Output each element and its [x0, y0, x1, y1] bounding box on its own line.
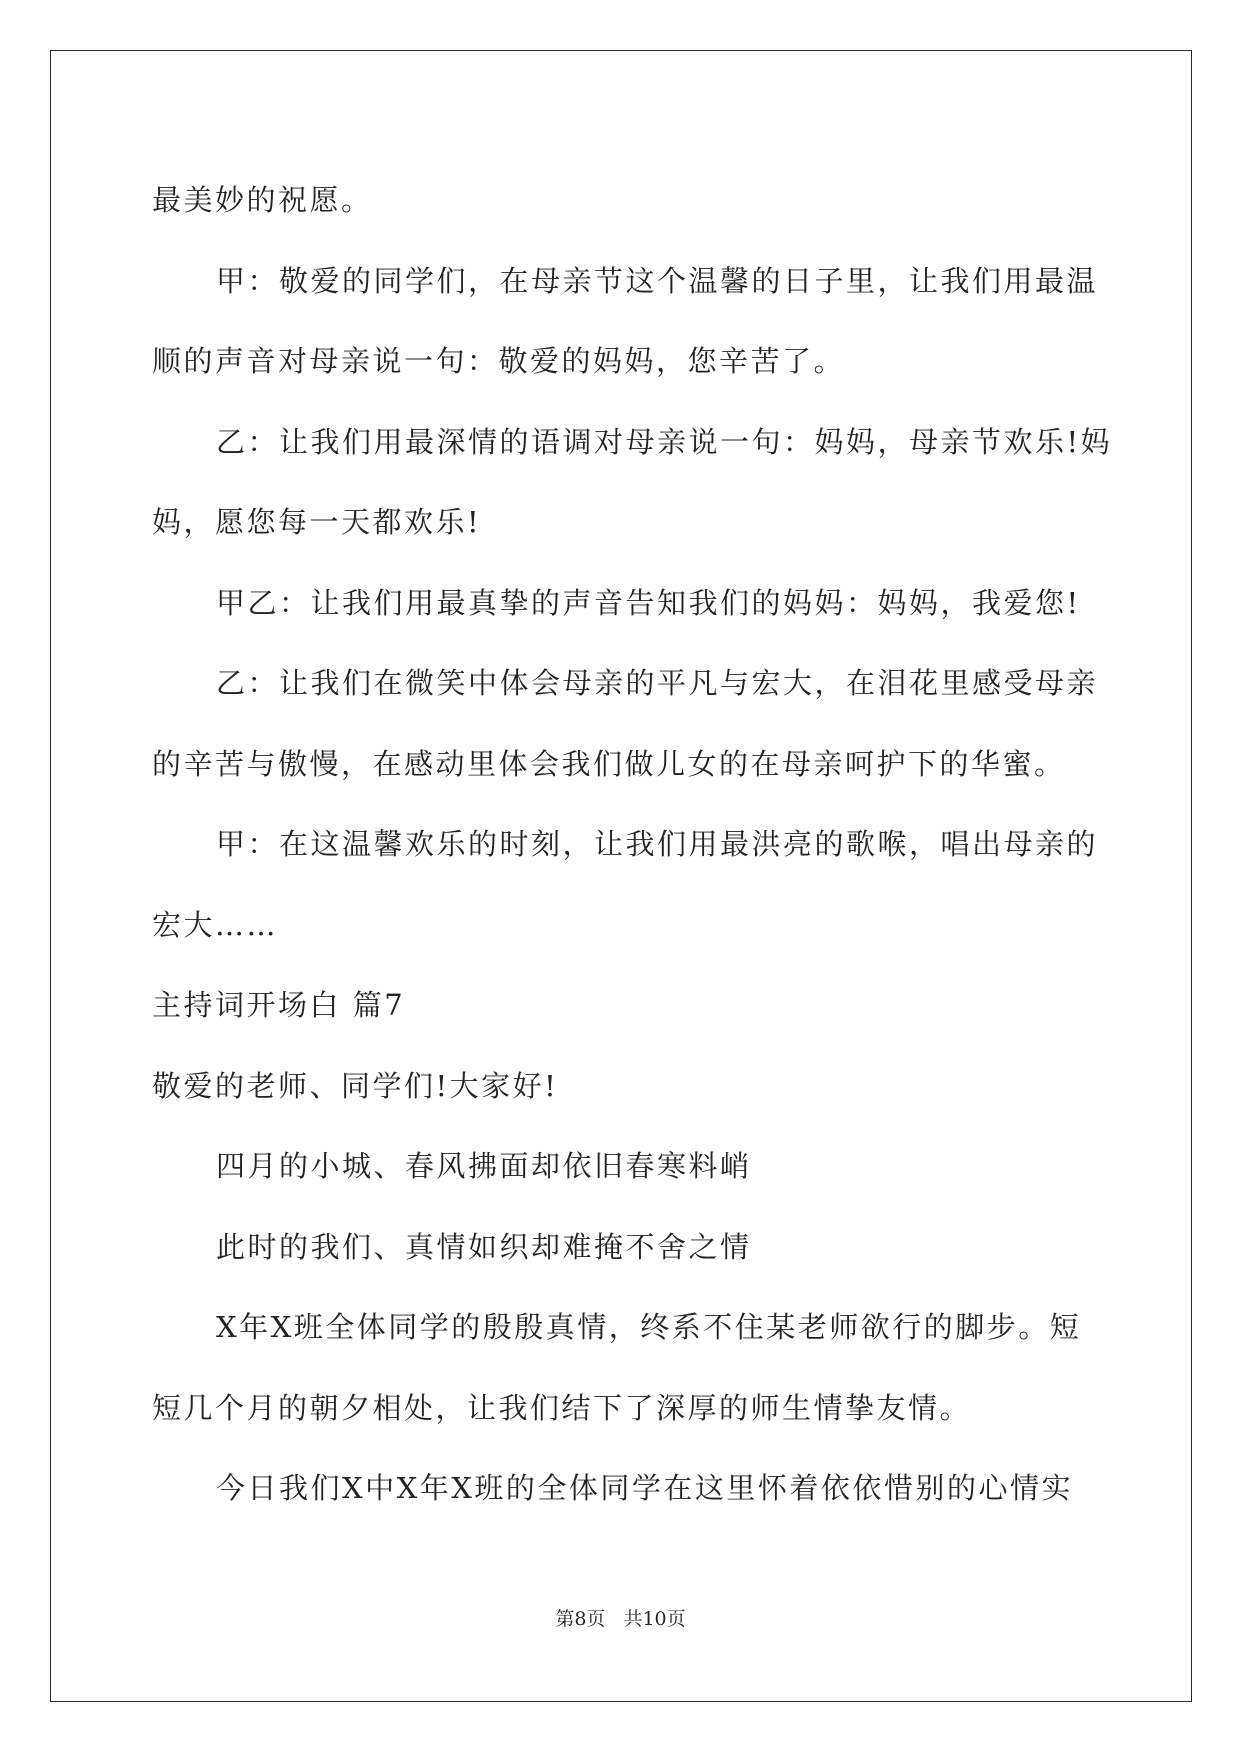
greeting-line: 敬爱的老师、同学们!大家好! — [152, 1068, 559, 1103]
text-line: 妈，愿您每一天都欢乐! — [152, 505, 482, 539]
current-page-number: 第8页 — [555, 1608, 606, 1630]
text-line: 今日我们X中X年X班的全体同学在这里怀着依依惜别的心情实 — [216, 1471, 1073, 1505]
text-line: 最美妙的祝愿。 — [152, 183, 373, 217]
text-line: 短几个月的朝夕相处，让我们结下了深厚的师生情挚友情。 — [152, 1390, 972, 1425]
text-line: 乙：让我们用最深情的语调对母亲说一句：妈妈，母亲节欢乐!妈 — [216, 424, 1113, 459]
text-line: 甲：在这温馨欢乐的时刻，让我们用最洪亮的歌喉，唱出母亲的 — [216, 827, 1099, 861]
text-line: 此时的我们、真情如织却难掩不舍之情 — [216, 1229, 752, 1264]
document-body — [152, 160, 1113, 1529]
text-line: 宏大…… — [152, 907, 279, 942]
text-line: 四月的小城、春风拂面却依旧春寒料峭 — [216, 1149, 752, 1183]
text-line: X年X班全体同学的殷殷真情，终系不住某老师欲行的脚步。短 — [216, 1310, 1082, 1344]
total-page-count: 共10页 — [623, 1608, 686, 1630]
page-footer — [0, 1604, 1241, 1631]
text-line: 顺的声音对母亲说一句：敬爱的妈妈，您辛苦了。 — [152, 344, 846, 378]
text-line: 乙：让我们在微笑中体会母亲的平凡与宏大，在泪花里感受母亲 — [216, 666, 1099, 700]
text-line: 甲乙：让我们用最真挚的声音告知我们的妈妈：妈妈，我爱您! — [216, 585, 1081, 620]
section-heading: 主持词开场白 篇7 — [152, 988, 406, 1022]
text-line: 的辛苦与傲慢，在感动里体会我们做儿女的在母亲呵护下的华蜜。 — [152, 746, 1066, 781]
text-line: 甲：敬爱的同学们，在母亲节这个温馨的日子里，让我们用最温 — [216, 263, 1099, 298]
